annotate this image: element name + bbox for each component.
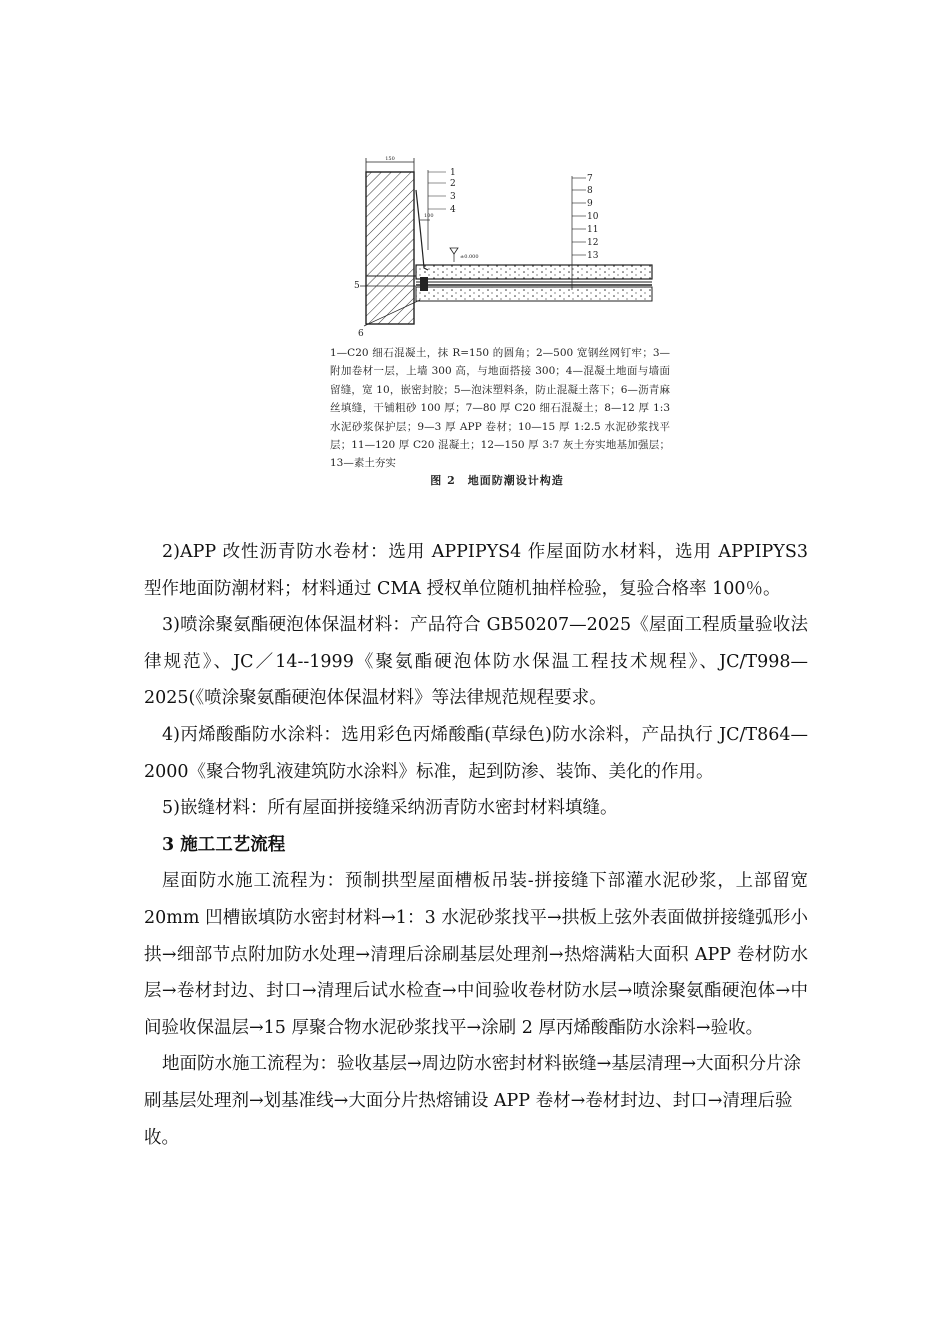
dimension-top-label: 150: [385, 156, 395, 162]
section-heading: 3 施工工艺流程: [162, 834, 286, 855]
paragraph-roof-process: 屋面防水施工流程为：预制拱型屋面槽板吊装-拼接缝下部灌水泥砂浆，上部留宽 20mm 凹槽嵌填防水密封材料→1：3 水泥砂浆找平→拱板上弦外表面做拼接缝弧形小拱→细部节点附加防水处理→清理后涂刷基层处理剂→热熔满粘大面积 APP 卷材防水层→卷材封边、封口→清理后试水检查→中间验收卷材防水层→喷涂聚氨酯硬泡体→中间验收保温层→15 厚聚合物水泥砂浆找平→涂刷 2 厚丙烯酸酯防水涂料→验收。: [144, 871, 808, 1038]
callout-13: 13: [587, 251, 599, 261]
callout-5: 5: [354, 281, 360, 291]
figure-title: 图 2 地面防潮设计构造: [430, 474, 564, 487]
paragraph-acrylic-coating: 4)丙烯酸酯防水涂料：选用彩色丙烯酸酯(草绿色)防水涂料，产品执行 JC/T864—2000《聚合物乳液建筑防水涂料》标准，起到防渗、装饰、美化的作用。: [144, 724, 808, 782]
paragraph-pu-foam: 3)喷涂聚氨酯硬泡体保温材料：产品符合 GB50207—2025《屋面工程质量验收法律规范》、JC／14--1999《聚氨酯硬泡体防水保温工程技术规程》、JC/T998—2025(《喷涂聚氨酯硬泡体保温材料》等法律规范规程要求。: [144, 615, 808, 709]
paragraph-caulking: 5)嵌缝材料：所有屋面拼接缝采纳沥青防水密封材料填缝。: [162, 798, 618, 819]
callout-1: 1: [450, 168, 456, 178]
dimension-mid-label: 100: [424, 213, 434, 219]
callout-12: 12: [587, 238, 599, 248]
figure-caption-legend: 1—C20 细石混凝土，抹 R=150 的圆角；2—500 宽钢丝网钉牢；3—附加卷材一层，上墙 300 高，与地面搭接 300；4—混凝土地面与墙面留缝，宽 10，嵌密封胶；5—泡沫塑料条，防止混凝土落下；6—沥青麻丝填缝，干铺粗砂 100 厚；7—80 厚 C20 细石混凝土；8—12 厚 1:3 水泥砂浆保护层；9—3 厚 APP 卷材；10—15 厚 1:2.5 水泥砂浆找平层；11—120 厚 C20 混凝土；12—150 厚 3:7 灰土夯实地基加强层；13—素土夯实: [330, 347, 670, 470]
membrane-upturn: [416, 190, 428, 270]
callout-7: 7: [587, 174, 593, 184]
brick-wall: [366, 172, 414, 324]
level-mark-label: ±0.000: [460, 254, 479, 260]
callout-3: 3: [450, 192, 456, 202]
construction-section-drawing: [324, 150, 670, 345]
c20-concrete-layer: [416, 287, 652, 301]
figure-ground-moisture-proofing: [324, 150, 670, 500]
callout-10: 10: [587, 212, 599, 222]
paragraph-ground-process: 地面防水施工流程为：验收基层→周边防水密封材料嵌缝→基层清理→大面积分片涂刷基层处理剂→划基准线→大面分片热熔铺设 APP 卷材→卷材封边、封口→清理后验收。: [144, 1054, 801, 1148]
fine-stone-concrete-layer: [416, 265, 652, 279]
body-text: [144, 534, 808, 1156]
callout-11: 11: [587, 225, 599, 235]
paragraph-app-membrane: 2)APP 改性沥青防水卷材：选用 APPIPYS4 作屋面防水材料，选用 APPIPYS3 型作地面防潮材料；材料通过 CMA 授权单位随机抽样检验，复验合格率 100％。: [144, 542, 808, 599]
callout-9: 9: [587, 199, 593, 209]
foam-strip: [420, 277, 428, 291]
callout-2: 2: [450, 179, 456, 189]
callout-4: 4: [450, 205, 456, 215]
callout-8: 8: [587, 186, 593, 196]
callout-6: 6: [358, 329, 364, 339]
